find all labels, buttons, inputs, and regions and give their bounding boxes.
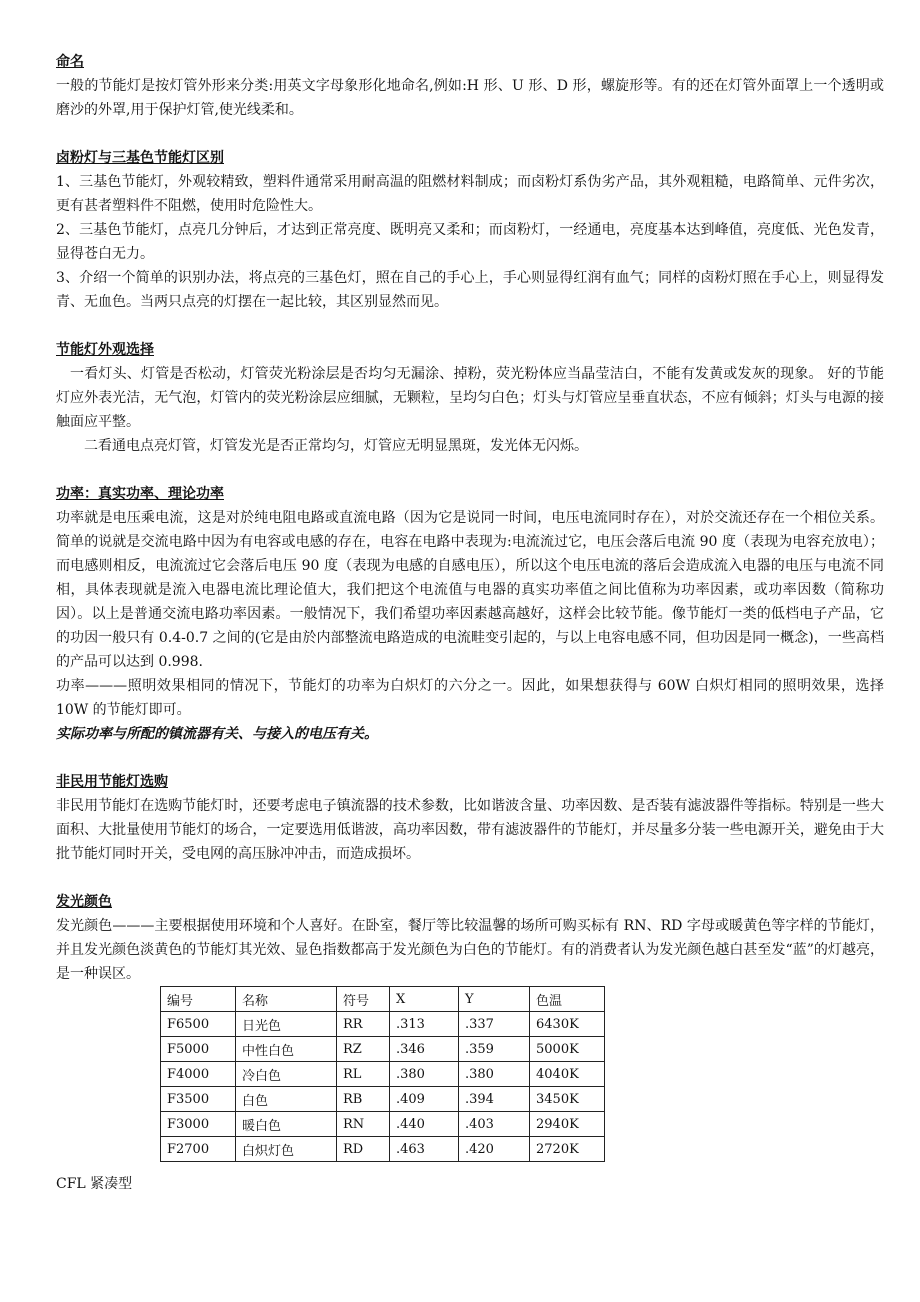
paragraph-naming: 一般的节能灯是按灯管外形来分类:用英文字母象形化地命名,例如:H 形、U 形、D 形，螺旋形等。有的还在灯管外面罩上一个透明或磨沙的外罩,用于保护灯管,使光线柔和。 bbox=[56, 78, 884, 118]
table-cell: RZ bbox=[337, 1037, 390, 1062]
paragraph-halogen-1: 1、三基色节能灯，外观较精致，塑料件通常采用耐高温的阻燃材料制成；而卤粉灯系伪劣产品，其外观粗糙，电路简单、元件劣次，更有甚者塑料件不阻燃，使用时危险性大。 bbox=[56, 174, 884, 214]
table-cell: 暖白色 bbox=[236, 1112, 337, 1137]
paragraph-halogen-2: 2、三基色节能灯，点亮几分钟后，才达到正常亮度、既明亮又柔和；而卤粉灯，一经通电，亮度基本达到峰值，亮度低、光色发青，显得苍白无力。 bbox=[56, 222, 884, 262]
table-cell: 2720K bbox=[530, 1137, 605, 1162]
paragraph-appearance-2: 二看通电点亮灯管，灯管发光是否正常均匀，灯管应无明显黑斑，发光体无闪烁。 bbox=[84, 438, 588, 454]
table-cell: .394 bbox=[459, 1087, 530, 1112]
table-cell: .409 bbox=[390, 1087, 459, 1112]
table-cell: 白炽灯色 bbox=[236, 1137, 337, 1162]
table-cell: 4040K bbox=[530, 1062, 605, 1087]
table-cell: 日光色 bbox=[236, 1012, 337, 1037]
table-cell: .420 bbox=[459, 1137, 530, 1162]
paragraph-color: 发光颜色———主要根据使用环境和个人喜好。在卧室，餐厅等比较温馨的场所可购买标有 RN、RD 字母或暖黄色等字样的节能灯，并且发光颜色淡黄色的节能灯其光效、显色指数都高于发光颜色为白色的节能灯。有的消费者认为发光颜色越白甚至发“蓝”的灯越亮，是一种误区。 bbox=[56, 918, 884, 982]
section-title-nonresidential: 非民用节能灯选购 bbox=[56, 774, 168, 790]
section-title-appearance: 节能灯外观选择 bbox=[56, 342, 154, 358]
table-cell: .380 bbox=[459, 1062, 530, 1087]
table-cell: RR bbox=[337, 1012, 390, 1037]
table-header-cell: X bbox=[390, 987, 459, 1012]
table-cell: 冷白色 bbox=[236, 1062, 337, 1087]
table-cell: .463 bbox=[390, 1137, 459, 1162]
table-cell: .346 bbox=[390, 1037, 459, 1062]
table-cell: F3500 bbox=[161, 1087, 236, 1112]
section-title-halogen: 卤粉灯与三基色节能灯区别 bbox=[56, 150, 224, 166]
table-header-cell: Y bbox=[459, 987, 530, 1012]
table-cell: F4000 bbox=[161, 1062, 236, 1087]
table-cell: 3450K bbox=[530, 1087, 605, 1112]
table-cell: RD bbox=[337, 1137, 390, 1162]
table-cell: RL bbox=[337, 1062, 390, 1087]
table-cell: F3000 bbox=[161, 1112, 236, 1137]
table-cell: 5000K bbox=[530, 1037, 605, 1062]
table-cell: RB bbox=[337, 1087, 390, 1112]
paragraph-power-1: 功率就是电压乘电流，这是对於纯电阻电路或直流电路（因为它是说同一时间，电压电流同时存在），对於交流还存在一个相位关系。简单的说就是交流电路中因为有电容或电感的存在，电容在电路中表现为:电流流过它，电压会落后电流 90 度（表现为电容充放电）；而电感则相反，电流流过它会落后电压 90 度（表现为电感的自感电压），所以这个电压电流的落后会造成流入电器的电压与电流不同相，具体表现就是流入电器电流比理论值大，我们把这个电流值与电器的真实功率值之间比值称为功率因素，或功率因数（简称功因）。以上是普通交流电路功率因素。一般情况下，我们希望功率因素越高越好，这样会比较节能。像节能灯一类的低档电子产品，它的功因一般只有 0.4-0.7 之间的(它是由於内部整流电路造成的电流畦变引起的，与以上电容电感不同，但功因是同一概念)，一些高档的产品可以达到 0.998. bbox=[56, 510, 884, 670]
table-row bbox=[161, 1137, 605, 1162]
paragraph-halogen-3: 3、介绍一个简单的识别办法，将点亮的三基色灯，照在自己的手心上，手心则显得红润有血气；同样的卤粉灯照在手心上，则显得发青、无血色。当两只点亮的灯摆在一起比较，其区别显然而见。 bbox=[56, 270, 884, 310]
table-header-cell: 符号 bbox=[337, 987, 390, 1012]
table-cell: .313 bbox=[390, 1012, 459, 1037]
paragraph-nonresidential: 非民用节能灯在选购节能灯时，还要考虑电子镇流器的技术参数，比如谐波含量、功率因数、是否装有滤波器件等指标。特别是一些大面积、大批量使用节能灯的场合，一定要选用低谐波，高功率因数，带有滤波器件的节能灯，并尽量多分装一些电源开关，避免由于大批节能灯同时开关，受电网的高压脉冲冲击，而造成损坏。 bbox=[56, 798, 884, 862]
table-cell: .359 bbox=[459, 1037, 530, 1062]
table-row bbox=[161, 1037, 605, 1062]
paragraph-appearance-1: 一看灯头、灯管是否松动，灯管荧光粉涂层是否均匀无漏涂、掉粉，荧光粉体应当晶莹洁白，不能有发黄或发灰的现象。 好的节能灯应外表光洁，无气泡，灯管内的荧光粉涂层应细腻，无颗粒，呈均匀白色；灯头与灯管应呈垂直状态，不应有倾斜；灯头与电源的接触面应平整。 bbox=[56, 366, 884, 430]
paragraph-power-emphasis: 实际功率与所配的镇流器有关、与接入的电压有关。 bbox=[56, 726, 378, 742]
document-page bbox=[56, 50, 884, 1210]
table-cell: .403 bbox=[459, 1112, 530, 1137]
table-cell: 中性白色 bbox=[236, 1037, 337, 1062]
section-title-color: 发光颜色 bbox=[56, 894, 112, 910]
table-cell: F5000 bbox=[161, 1037, 236, 1062]
table-cell: .440 bbox=[390, 1112, 459, 1137]
paragraph-power-2: 功率———照明效果相同的情况下，节能灯的功率为白炽灯的六分之一。因此，如果想获得与 60W 白炽灯相同的照明效果，选择 10W 的节能灯即可。 bbox=[56, 678, 884, 718]
table-header-cell: 色温 bbox=[530, 987, 605, 1012]
section-title-power: 功率：真实功率、理论功率 bbox=[56, 486, 224, 502]
table-cell: 2940K bbox=[530, 1112, 605, 1137]
table-cell: F6500 bbox=[161, 1012, 236, 1037]
table-header-cell: 编号 bbox=[161, 987, 236, 1012]
table-row bbox=[161, 1112, 605, 1137]
table-header-row bbox=[161, 987, 605, 1012]
table-cell: 6430K bbox=[530, 1012, 605, 1037]
footer-label: CFL 紧凑型 bbox=[56, 1176, 133, 1192]
table-cell: F2700 bbox=[161, 1137, 236, 1162]
section-title-naming: 命名 bbox=[56, 54, 84, 70]
color-temperature-table bbox=[160, 986, 605, 1162]
table-cell: 白色 bbox=[236, 1087, 337, 1112]
table-cell: .380 bbox=[390, 1062, 459, 1087]
table-cell: .337 bbox=[459, 1012, 530, 1037]
table-cell: RN bbox=[337, 1112, 390, 1137]
table-row bbox=[161, 1012, 605, 1037]
table-header-cell: 名称 bbox=[236, 987, 337, 1012]
table-row bbox=[161, 1062, 605, 1087]
table-row bbox=[161, 1087, 605, 1112]
